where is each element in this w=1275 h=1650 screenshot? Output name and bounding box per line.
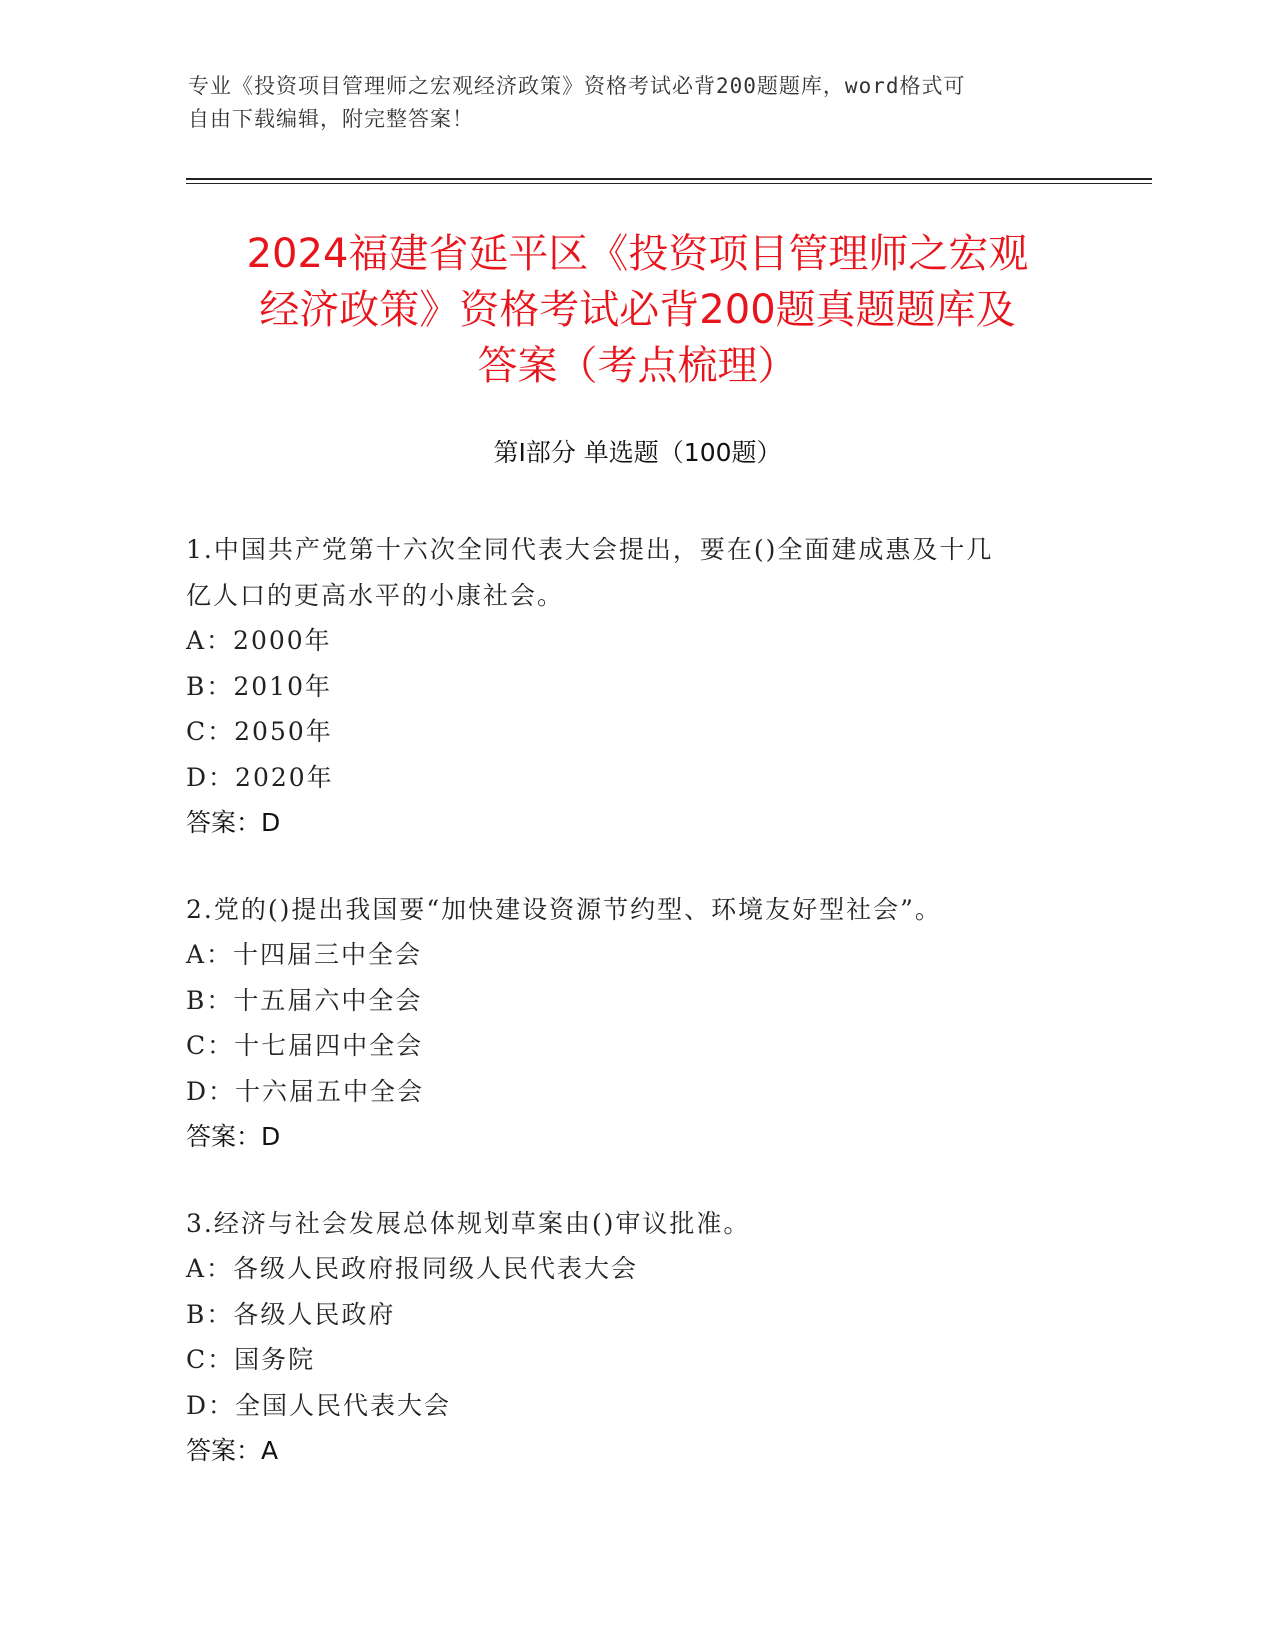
question-text-line-2: 亿人口的更高水平的小康社会。 (186, 580, 565, 610)
header-note (188, 70, 1088, 136)
document-title (160, 226, 1115, 394)
question-text-line-1: 3.经济与社会发展总体规划草案由()审议批准。 (186, 1208, 751, 1238)
option-a: A：2000年 (186, 626, 332, 655)
question-item (186, 527, 1086, 846)
answer: 答案：D (186, 1122, 281, 1151)
question-item (186, 887, 1086, 1160)
option-c: C：2050年 (186, 717, 333, 746)
answer: 答案：A (186, 1436, 279, 1465)
header-note-line-2: 自由下载编辑，附完整答案！ (188, 107, 474, 131)
option-d: D：全国人民代表大会 (186, 1390, 452, 1420)
answer: 答案：D (186, 808, 281, 837)
header-divider-thin (186, 183, 1152, 184)
section-heading: 第I部分 单选题（100题） (493, 438, 782, 467)
option-c: C：国务院 (186, 1345, 316, 1374)
option-b: B：2010年 (186, 671, 332, 701)
option-d: D：2020年 (186, 762, 334, 792)
header-divider-thick (186, 178, 1152, 180)
option-d: D：十六届五中全会 (186, 1076, 425, 1106)
document-title-line-1: 2024福建省延平区《投资项目管理师之宏观 (246, 231, 1029, 277)
document-title-line-2: 经济政策》资格考试必背200题真题题库及 (259, 287, 1016, 333)
question-item (186, 1201, 1086, 1474)
question-text-line-1: 2.党的()提出我国要“加快建设资源节约型、环境友好型社会”。 (186, 894, 942, 924)
option-a: A：十四届三中全会 (186, 940, 423, 969)
question-text-line-1: 1.中国共产党第十六次全同代表大会提出，要在()全面建成惠及十几 (186, 535, 994, 564)
option-b: B：十五届六中全会 (186, 985, 423, 1015)
header-note-line-1: 专业《投资项目管理师之宏观经济政策》资格考试必背200题题库，word格式可 (188, 74, 966, 98)
option-a: A：各级人民政府报同级人民代表大会 (186, 1254, 639, 1283)
document-title-line-3: 答案（考点梳理） (477, 343, 798, 389)
option-c: C：十七届四中全会 (186, 1031, 424, 1060)
option-b: B：各级人民政府 (186, 1299, 396, 1329)
question-list (186, 527, 1086, 1515)
